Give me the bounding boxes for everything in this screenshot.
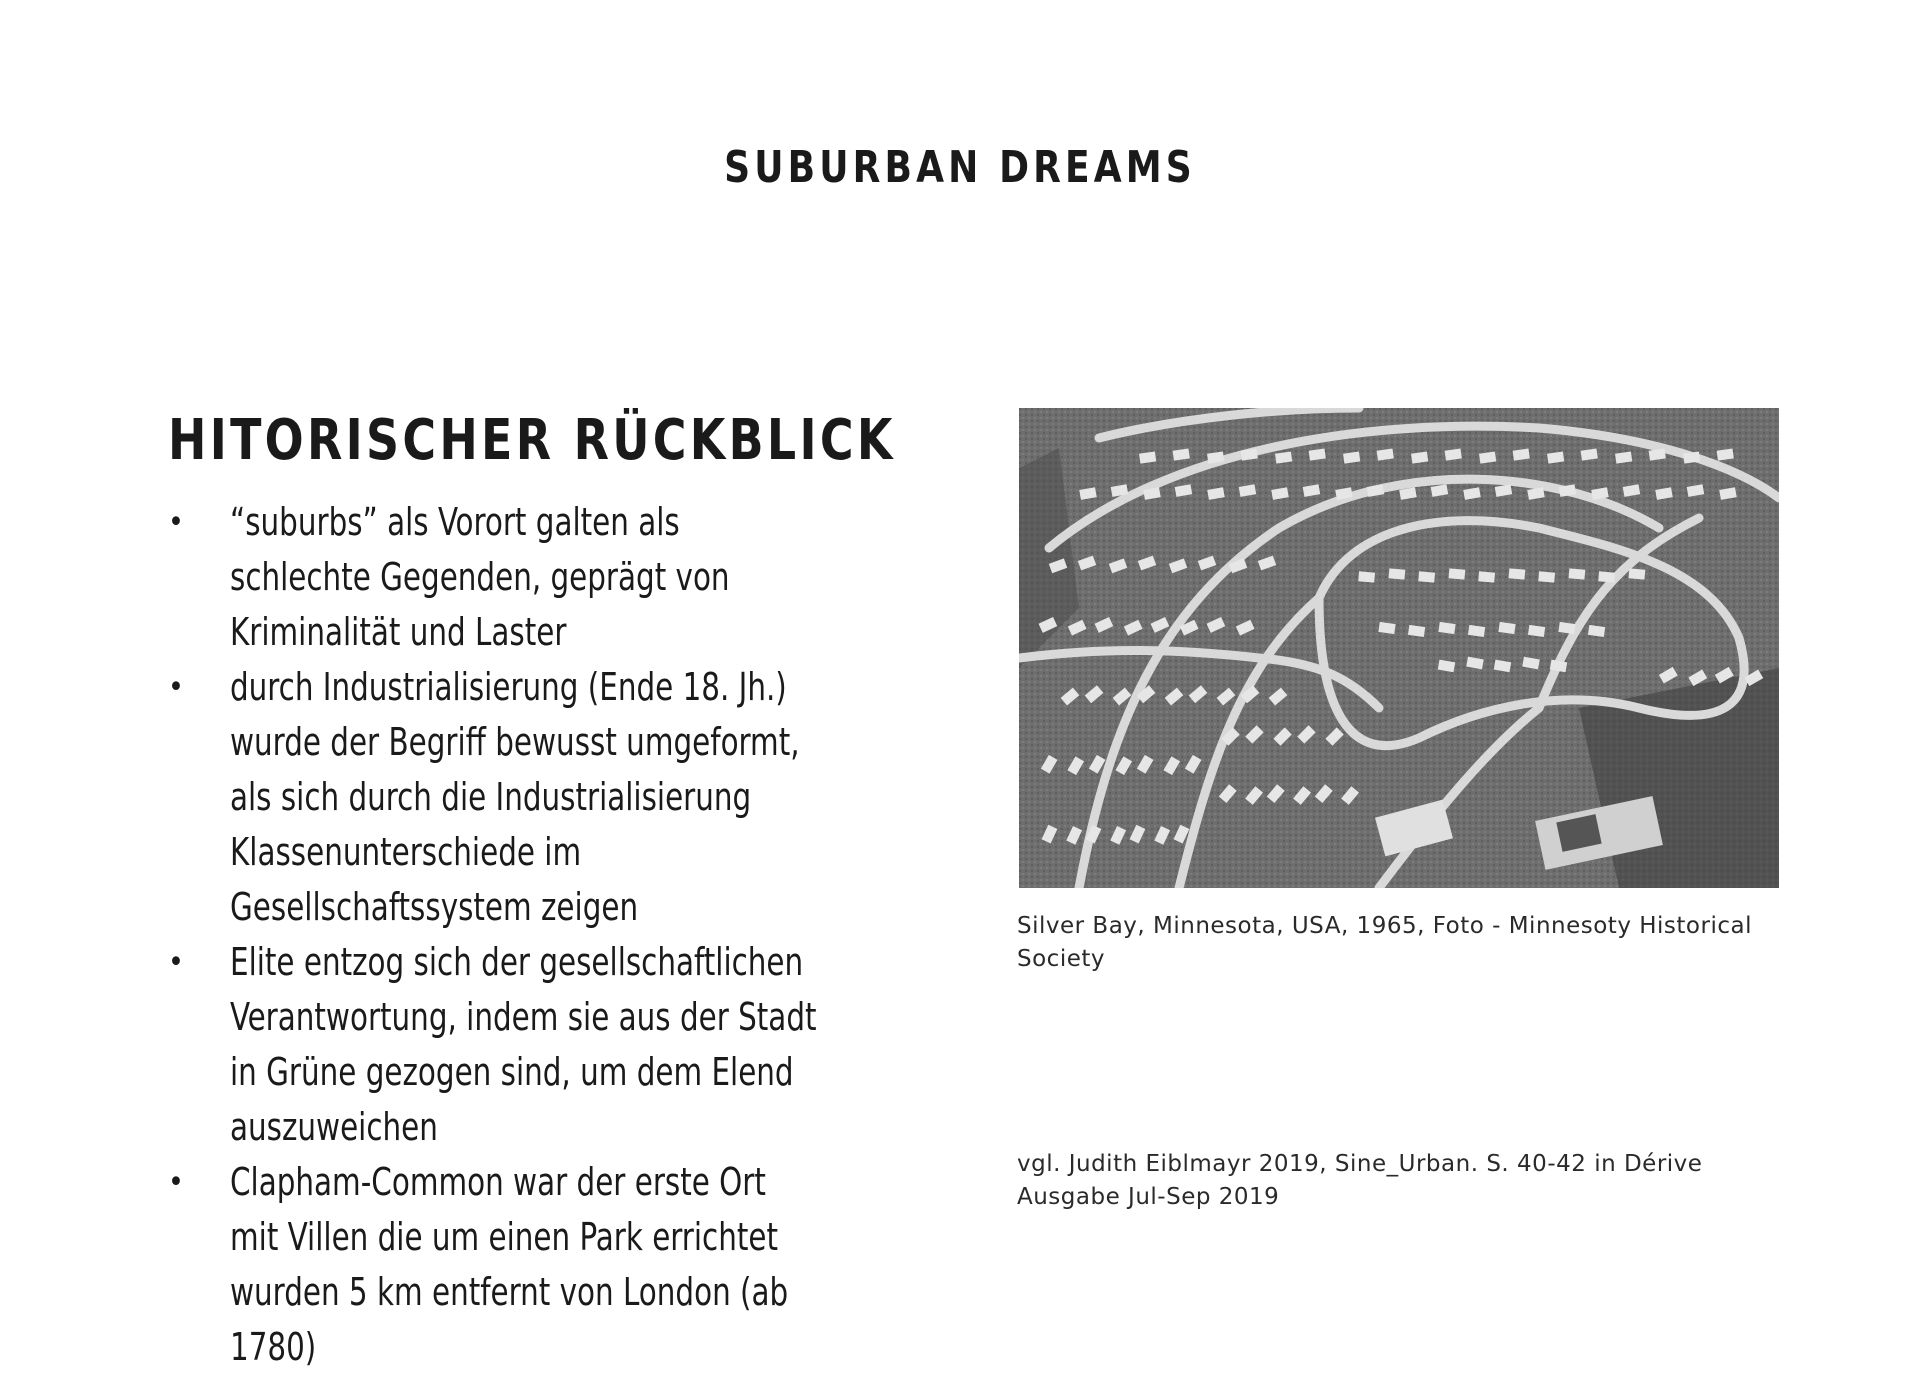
page-title: SUBURBAN DREAMS — [724, 142, 1196, 193]
photo-house — [1478, 571, 1495, 582]
reference-note: vgl. Judith Eiblmayr 2019, Sine_Urban. S. 40-42 in Dérive Ausgabe Jul-Sep 2019 — [1017, 1151, 1703, 1210]
bullet-icon: • — [168, 505, 184, 540]
bullet-icon: • — [168, 670, 184, 705]
list-item — [168, 935, 988, 1155]
photo-house — [1418, 571, 1435, 582]
aerial-photo — [1019, 408, 1779, 888]
bullet-icon: • — [168, 945, 184, 980]
photo-house — [1598, 571, 1615, 582]
photo-caption: Silver Bay, Minnesota, USA, 1965, Foto - Minnesoty Historical Society — [1017, 913, 1752, 972]
bullet-list — [168, 495, 988, 1375]
photo-house — [1509, 568, 1526, 579]
photo-house — [1538, 571, 1555, 582]
bullet-icon: • — [168, 1165, 184, 1200]
bullet-text: Clapham-Common war der erste Ort mit Villen die um einen Park errichtet wurden 5 km entfernt von London (ab 1780) — [230, 1160, 789, 1369]
photo-house — [1629, 568, 1646, 579]
list-item — [168, 1155, 988, 1375]
bullet-text: Elite entzog sich der gesellschaftlichen Verantwortung, indem sie aus der Stadt in Grüne gezogen sind, um dem Elend auszuweichen — [230, 940, 817, 1149]
section-heading: HITORISCHER RÜCKBLICK — [168, 408, 896, 473]
photo-house — [1358, 571, 1375, 582]
photo-house — [1449, 568, 1466, 579]
history-section — [168, 408, 988, 1375]
photo-house — [1389, 568, 1406, 579]
list-item — [168, 660, 988, 935]
bullet-text: durch Industrialisierung (Ende 18. Jh.) wurde der Begriff bewusst umgeformt, als sich durch die Industrialisierung Klassenunterschiede im Gesellschaftssystem zeigen — [230, 665, 800, 929]
bullet-text: “suburbs” als Vorort galten als schlechte Gegenden, geprägt von Kriminalität und Laster — [230, 500, 730, 654]
aerial-photo-image — [1019, 408, 1779, 888]
photo-house — [1569, 568, 1586, 579]
list-item — [168, 495, 988, 660]
